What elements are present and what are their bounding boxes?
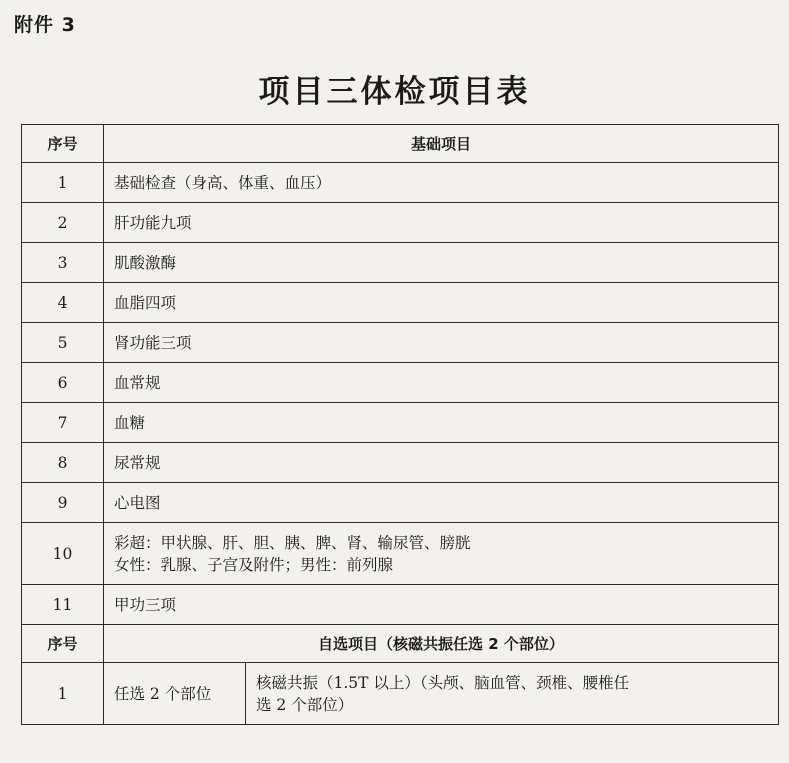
table-row xyxy=(22,403,779,443)
row-detail-line: 核磁共振（1.5T 以上）（头颅、脑血管、颈椎、腰椎任 xyxy=(256,673,630,692)
row-number: 11 xyxy=(22,585,104,625)
row-item-line: 女性：乳腺、子宫及附件；男性：前列腺 xyxy=(114,555,394,574)
header-seq-optional: 序号 xyxy=(22,625,104,663)
table-row xyxy=(22,483,779,523)
row-item: 甲功三项 xyxy=(104,585,779,625)
row-item-line: 彩超：甲状腺、肝、胆、胰、脾、肾、输尿管、膀胱 xyxy=(114,533,471,552)
table-row xyxy=(22,663,779,725)
page-title: 项目三体检项目表 xyxy=(258,74,531,110)
row-item: 血脂四项 xyxy=(104,283,779,323)
row-number: 6 xyxy=(22,363,104,403)
row-number: 8 xyxy=(22,443,104,483)
header-seq: 序号 xyxy=(22,125,104,163)
row-item: 肾功能三项 xyxy=(104,323,779,363)
row-number: 4 xyxy=(22,283,104,323)
row-item-multiline xyxy=(104,523,779,585)
row-number: 7 xyxy=(22,403,104,443)
optional-header-row xyxy=(22,625,779,663)
attachment-label: 附件 3 xyxy=(14,14,76,36)
row-item: 心电图 xyxy=(104,483,779,523)
row-number: 10 xyxy=(22,523,104,585)
row-choice: 任选 2 个部位 xyxy=(104,663,246,725)
table-row xyxy=(22,443,779,483)
row-item: 肝功能九项 xyxy=(104,203,779,243)
row-number: 3 xyxy=(22,243,104,283)
exam-items-table xyxy=(21,124,779,725)
row-number: 1 xyxy=(22,163,104,203)
header-optional-items: 自选项目（核磁共振任选 2 个部位） xyxy=(104,625,779,663)
table-header-row xyxy=(22,125,779,163)
row-item: 基础检查（身高、体重、血压） xyxy=(104,163,779,203)
table-row xyxy=(22,523,779,585)
row-number: 9 xyxy=(22,483,104,523)
row-number: 1 xyxy=(22,663,104,725)
row-item: 尿常规 xyxy=(104,443,779,483)
table-row xyxy=(22,243,779,283)
header-basic-items: 基础项目 xyxy=(104,125,779,163)
table-row xyxy=(22,203,779,243)
row-item: 肌酸激酶 xyxy=(104,243,779,283)
table-row xyxy=(22,163,779,203)
table-row xyxy=(22,585,779,625)
row-item: 血常规 xyxy=(104,363,779,403)
row-number: 5 xyxy=(22,323,104,363)
table-row xyxy=(22,323,779,363)
row-item: 血糖 xyxy=(104,403,779,443)
row-detail xyxy=(246,663,779,725)
row-number: 2 xyxy=(22,203,104,243)
table-row xyxy=(22,283,779,323)
row-detail-line: 选 2 个部位） xyxy=(256,695,354,714)
table-row xyxy=(22,363,779,403)
